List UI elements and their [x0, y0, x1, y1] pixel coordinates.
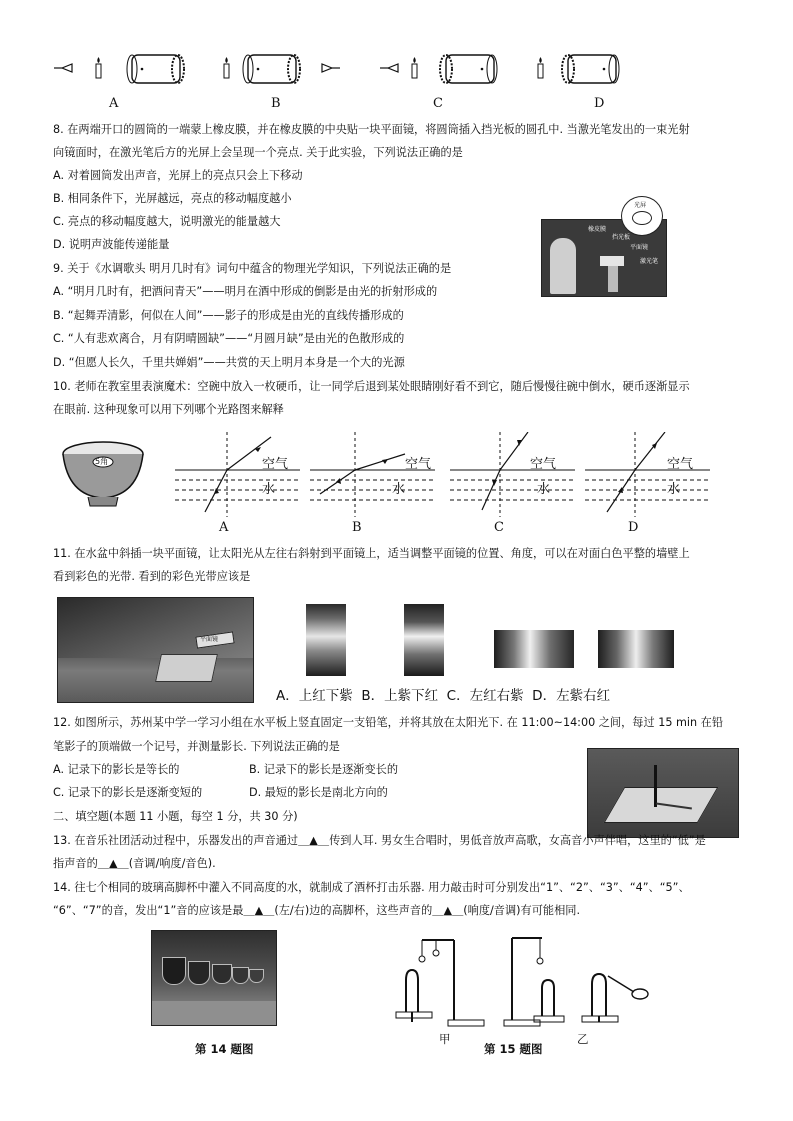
q10-coin-label: 5角	[95, 457, 109, 466]
figure-c-candle-cylinder	[380, 55, 497, 83]
fig14-caption: 第 14 题图	[195, 1042, 254, 1056]
q8-label-board: 挡光板	[612, 234, 631, 241]
section-2-title: 二、填空题(本题 11 小题，每空 1 分，共 30 分)	[53, 810, 298, 823]
q12-pencil	[654, 765, 657, 807]
q15-figure-middle	[504, 938, 564, 1026]
q10-option-d: D	[628, 520, 639, 535]
q10-air-label-c: 空气	[530, 457, 557, 472]
q11-band-a	[306, 604, 346, 676]
q10-diagram-d	[585, 432, 710, 517]
q10-water-label-d: 水	[667, 482, 681, 497]
q9-option-c: C. “人有悲欢离合，月有阴晴圆缺”——“月圆月缺”是由光的色散形成的	[53, 332, 405, 345]
q14-glasses-photo	[151, 930, 277, 1026]
q10-option-b: B	[352, 520, 362, 535]
q12-pencil-photo	[587, 748, 739, 838]
q12-option-c: C. 记录下的影长是逐渐变短的	[53, 786, 203, 799]
q14-line1: 14. 往七个相同的玻璃高脚杯中灌入不同高度的水，就制成了酒杯打击乐器. 用力敲击时可分别发出“1”、“2”、“3”、“4”、“5”、	[53, 881, 690, 894]
figure-d-candle-cylinder	[538, 55, 619, 83]
q14-glass-2	[188, 961, 210, 985]
q10-air-label-b: 空气	[405, 457, 432, 472]
q11-stem-line2: 看到彩色的光带. 看到的彩色光带应该是	[53, 570, 251, 583]
top-option-a: A	[109, 96, 119, 111]
fig15-label-jia: 甲	[439, 1032, 451, 1046]
q8-person	[550, 238, 576, 294]
q8-label-membrane: 橡皮膜	[588, 226, 607, 233]
top-option-c: C	[433, 96, 443, 111]
q11-band-d	[598, 630, 674, 668]
q11-mirror-photo	[57, 597, 254, 703]
q14-glass-5	[249, 969, 264, 983]
q8-option-c: C. 亮点的移动幅度越大，说明激光的能量越大	[53, 215, 281, 228]
fig15-label-yi: 乙	[577, 1032, 589, 1046]
top-figures	[50, 48, 750, 118]
q9-stem: 9. 关于《水调歌头 明月几时有》词句中蕴含的物理光学知识，下列说法正确的是	[53, 262, 452, 275]
fig15-caption: 第 15 题图	[484, 1042, 543, 1056]
q10-stem-line1: 10. 老师在教室里表演魔术：空碗中放入一枚硬币，让一同学后退到某处眼睛刚好看不到它，随后慢慢往碗中倒水，硬币逐渐显示	[53, 380, 690, 393]
q10-option-a: A	[219, 520, 229, 535]
q11-band-b	[404, 604, 444, 676]
figure-a-candle-cylinder	[54, 55, 184, 83]
q9-option-a: A. “明月几时有，把酒问青天”——明月在酒中形成的倒影是由光的折射形成的	[53, 285, 438, 298]
q13-line1: 13. 在音乐社团活动过程中，乐器发出的声音通过＿▲＿传到人耳. 男女生合唱时，男低音放声高歌，女高音小声伴唱，这里的“低”是	[53, 834, 706, 847]
q12-option-d: D. 最短的影长是南北方向的	[249, 786, 388, 799]
top-option-b: B	[271, 96, 281, 111]
q15-figure-jia	[396, 940, 484, 1026]
q11-basin	[155, 654, 218, 682]
q12-stem-line2: 笔影子的顶端做一个记号，并测量影长. 下列说法正确的是	[53, 740, 340, 753]
q10-stem-line2: 在眼前. 这种现象可以用下列哪个光路图来解释	[53, 403, 284, 416]
q11-band-c	[494, 630, 574, 668]
q8-option-b: B. 相同条件下，光屏越远，亮点的移动幅度越小	[53, 192, 292, 205]
q10-air-label-d: 空气	[667, 457, 694, 472]
q8-apparatus	[600, 256, 624, 266]
q15-figure-yi	[582, 974, 648, 1022]
q8-option-d: D. 说明声波能传递能量	[53, 238, 170, 251]
q8-label-screen: 光屏	[634, 202, 647, 209]
q10-bowl	[58, 440, 148, 510]
q12-stem-line1: 12. 如图所示，苏州某中学一学习小组在水平板上竖直固定一支铅笔，并将其放在太阳光下. 在 11:00~14:00 之间，每过 15 min 在铅	[53, 716, 724, 729]
q14-line2: “6”、“7”的音，发出“1”音的应该是最＿▲＿(左/右)边的高脚杯，这些声音的＿▲＿(响度/音调)有可能相同.	[53, 904, 581, 917]
q12-option-b: B. 记录下的影长是逐渐变长的	[249, 763, 399, 776]
figure-b-candle-cylinder	[224, 55, 340, 83]
q14-glass-1	[162, 957, 186, 985]
q13-line2: 指声音的＿▲＿(音调/响度/音色).	[53, 857, 216, 870]
q11-mirror-label: 平面镜	[200, 636, 219, 643]
q8-screen-inset	[621, 196, 663, 236]
q10-water-label-c: 水	[537, 482, 551, 497]
q12-option-a: A. 记录下的影长是等长的	[53, 763, 180, 776]
q11-stem-line1: 11. 在水盆中斜插一块平面镜，让太阳光从左往右斜射到平面镜上，适当调整平面镜的位置、角度，可以在对面白色平整的墙壁上	[53, 547, 690, 560]
q9-option-b: B. “起舞弄清影，何似在人间”——影子的形成是由光的直线传播形成的	[53, 309, 404, 322]
q8-stem-line1: 8. 在两端开口的圆筒的一端蒙上橡皮膜，并在橡皮膜的中央贴一块平面镜，将圆筒插入挡光板的圆孔中. 当激光笔发出的一束光射	[53, 123, 690, 136]
q8-option-a: A. 对着圆筒发出声音，光屏上的亮点只会上下移动	[53, 169, 303, 182]
q14-glass-3	[212, 964, 232, 984]
q14-glass-4	[232, 967, 249, 984]
top-option-d: D	[594, 96, 605, 111]
q8-label-mirror: 平面镜	[630, 244, 649, 251]
q15-tuning-fork-figures	[392, 928, 662, 1032]
q8-label-laser: 激光笔	[640, 258, 659, 265]
q10-diagram-c	[450, 432, 575, 517]
q10-option-c: C	[494, 520, 504, 535]
q10-diagram-a	[175, 432, 300, 517]
q10-water-label-b: 水	[392, 482, 406, 497]
q10-diagram-b	[310, 432, 435, 517]
q10-water-label-a: 水	[262, 482, 276, 497]
q11-options: A．上红下紫 B．上紫下红 C．左红右紫 D．左紫右红	[276, 688, 611, 704]
q10-air-label-a: 空气	[262, 457, 289, 472]
q8-stem-line2: 向镜面时，在激光笔后方的光屏上会呈现一个亮点. 关于此实验，下列说法正确的是	[53, 146, 463, 159]
q9-option-d: D. “但愿人长久，千里共婵娟”——共赏的天上明月本身是一个大的光源	[53, 356, 405, 369]
